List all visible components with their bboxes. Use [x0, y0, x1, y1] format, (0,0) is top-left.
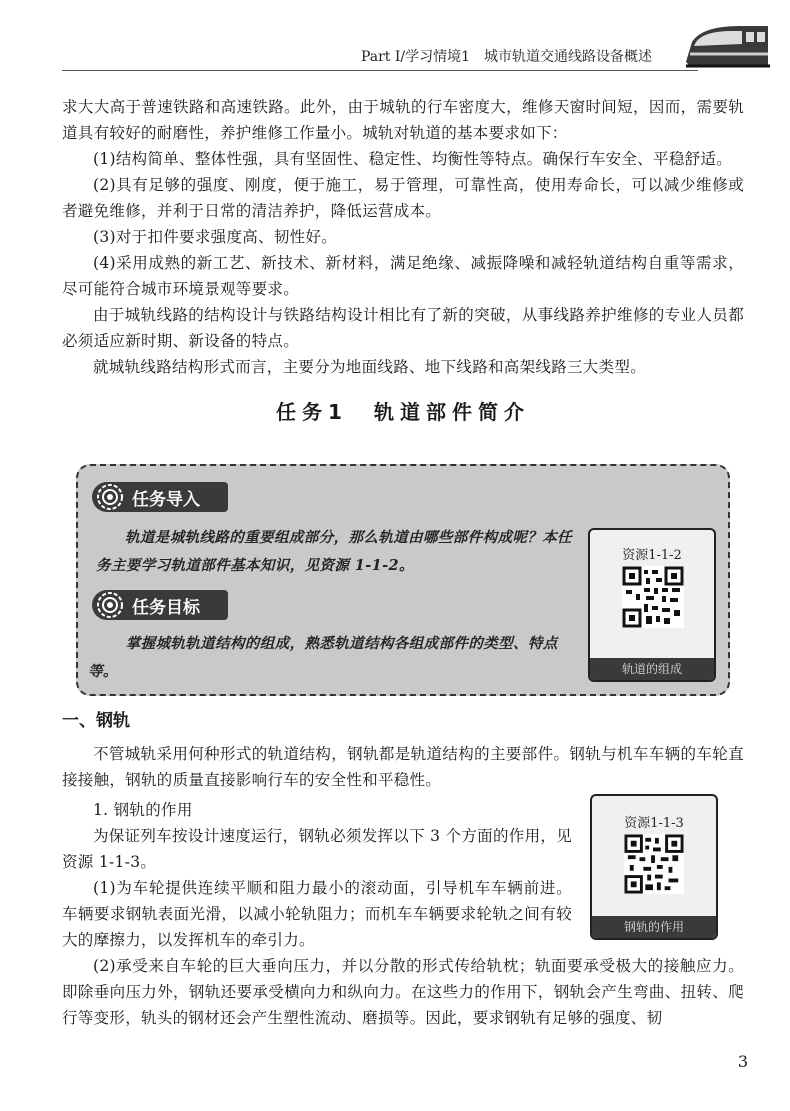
- header-rule: [62, 70, 698, 71]
- task-intro-label-text: 任务导入: [132, 489, 200, 510]
- task-title: 任务1 轨道部件简介: [276, 400, 530, 424]
- task-goal-label-text: 任务目标: [132, 597, 200, 618]
- requirement-item: (3)对于扣件要求强度高、韧性好。: [93, 228, 338, 246]
- train-icon: [682, 18, 772, 74]
- qr-card-resource-1-1-3[interactable]: [590, 794, 718, 940]
- task-goal-label: [92, 590, 228, 620]
- requirement-item: (1)结构简单、整体性强，具有坚固性、稳定性、均衡性等特点。确保行车安全、平稳舒适。: [93, 150, 733, 168]
- requirement-item: (4)采用成熟的新工艺、新技术、新材料，满足绝缘、减振降噪和减轻轨道结构自重等需求，尽可能符合城市环境景观等要求。: [62, 254, 744, 298]
- gear-icon: [96, 591, 124, 619]
- task-intro-text: 轨道是城轨线路的重要组成部分，那么轨道由哪些部件构成呢？本任务主要学习轨道部件基本知识，见资源 1-1-2。: [96, 529, 572, 574]
- rail-paragraph: 为保证列车按设计速度运行，钢轨必须发挥以下 3 个方面的作用，见资源 1-1-3。: [62, 827, 572, 871]
- gear-icon: [96, 483, 124, 511]
- intro-paragraph: 求大大高于普速铁路和高速铁路。此外，由于城轨的行车密度大，维修天窗时间短，因而，需要轨道具有较好的耐磨性，养护维修工作量小。城轨对轨道的基本要求如下：: [62, 98, 744, 142]
- rail-paragraph: (2)承受来自车轮的巨大垂向压力，并以分散的形式传给轨枕；轨面要承受极大的接触应力。即除垂向压力外，钢轨还要承受横向力和纵向力。在这些力的作用下，钢轨会产生弯曲、扭转、爬行等变形，轨头的钢材还会产生塑性流动、磨损等。因此，要求钢轨有足够的强度、韧: [62, 957, 744, 1027]
- section-heading: 一、钢轨: [62, 711, 130, 731]
- qr-caption: 钢轨的作用: [592, 916, 716, 938]
- qr-label: 资源1-1-3: [624, 816, 684, 831]
- rail-paragraph: (1)为车轮提供连续平顺和阻力最小的滚动面，引导机车车辆前进。车辆要求钢轨表面光滑，以减小轮轨阻力；而机车车辆要求轮轨之间有较大的摩擦力，以发挥机车的牵引力。: [62, 879, 572, 949]
- page-header: [0, 0, 790, 82]
- qr-code-icon: [624, 834, 684, 894]
- qr-card-resource-1-1-2[interactable]: [588, 528, 716, 682]
- intro-paragraph: 就城轨线路结构形式而言，主要分为地面线路、地下线路和高架线路三大类型。: [93, 358, 647, 376]
- qr-code-icon: [622, 566, 684, 628]
- page-number: 3: [737, 1052, 748, 1071]
- task-box: [76, 464, 730, 696]
- requirement-item: (2)具有足够的强度、刚度，便于施工，易于管理，可靠性高，使用寿命长，可以减少维修或者避免维修，并利于日常的清洁养护，降低运营成本。: [62, 176, 744, 220]
- running-header: Part Ⅰ/学习情境1 城市轨道交通线路设备概述: [360, 49, 652, 65]
- subsection-heading: 1. 钢轨的作用: [93, 801, 193, 819]
- qr-label: 资源1-1-2: [622, 548, 682, 563]
- qr-caption: 轨道的组成: [590, 658, 714, 680]
- intro-section: [62, 94, 744, 443]
- task-intro-label: [92, 482, 228, 512]
- intro-paragraph: 由于城轨线路的结构设计与铁路结构设计相比有了新的突破，从事线路养护维修的专业人员都必须适应新时期、新设备的特点。: [62, 306, 744, 350]
- rail-paragraph: 不管城轨采用何种形式的轨道结构，钢轨都是轨道结构的主要部件。钢轨与机车车辆的车轮直接接触，钢轨的质量直接影响行车的安全性和平稳性。: [62, 745, 744, 789]
- task-goal-text: 掌握城轨轨道结构的组成，熟悉轨道结构各组成部件的类型、特点等。: [88, 635, 558, 680]
